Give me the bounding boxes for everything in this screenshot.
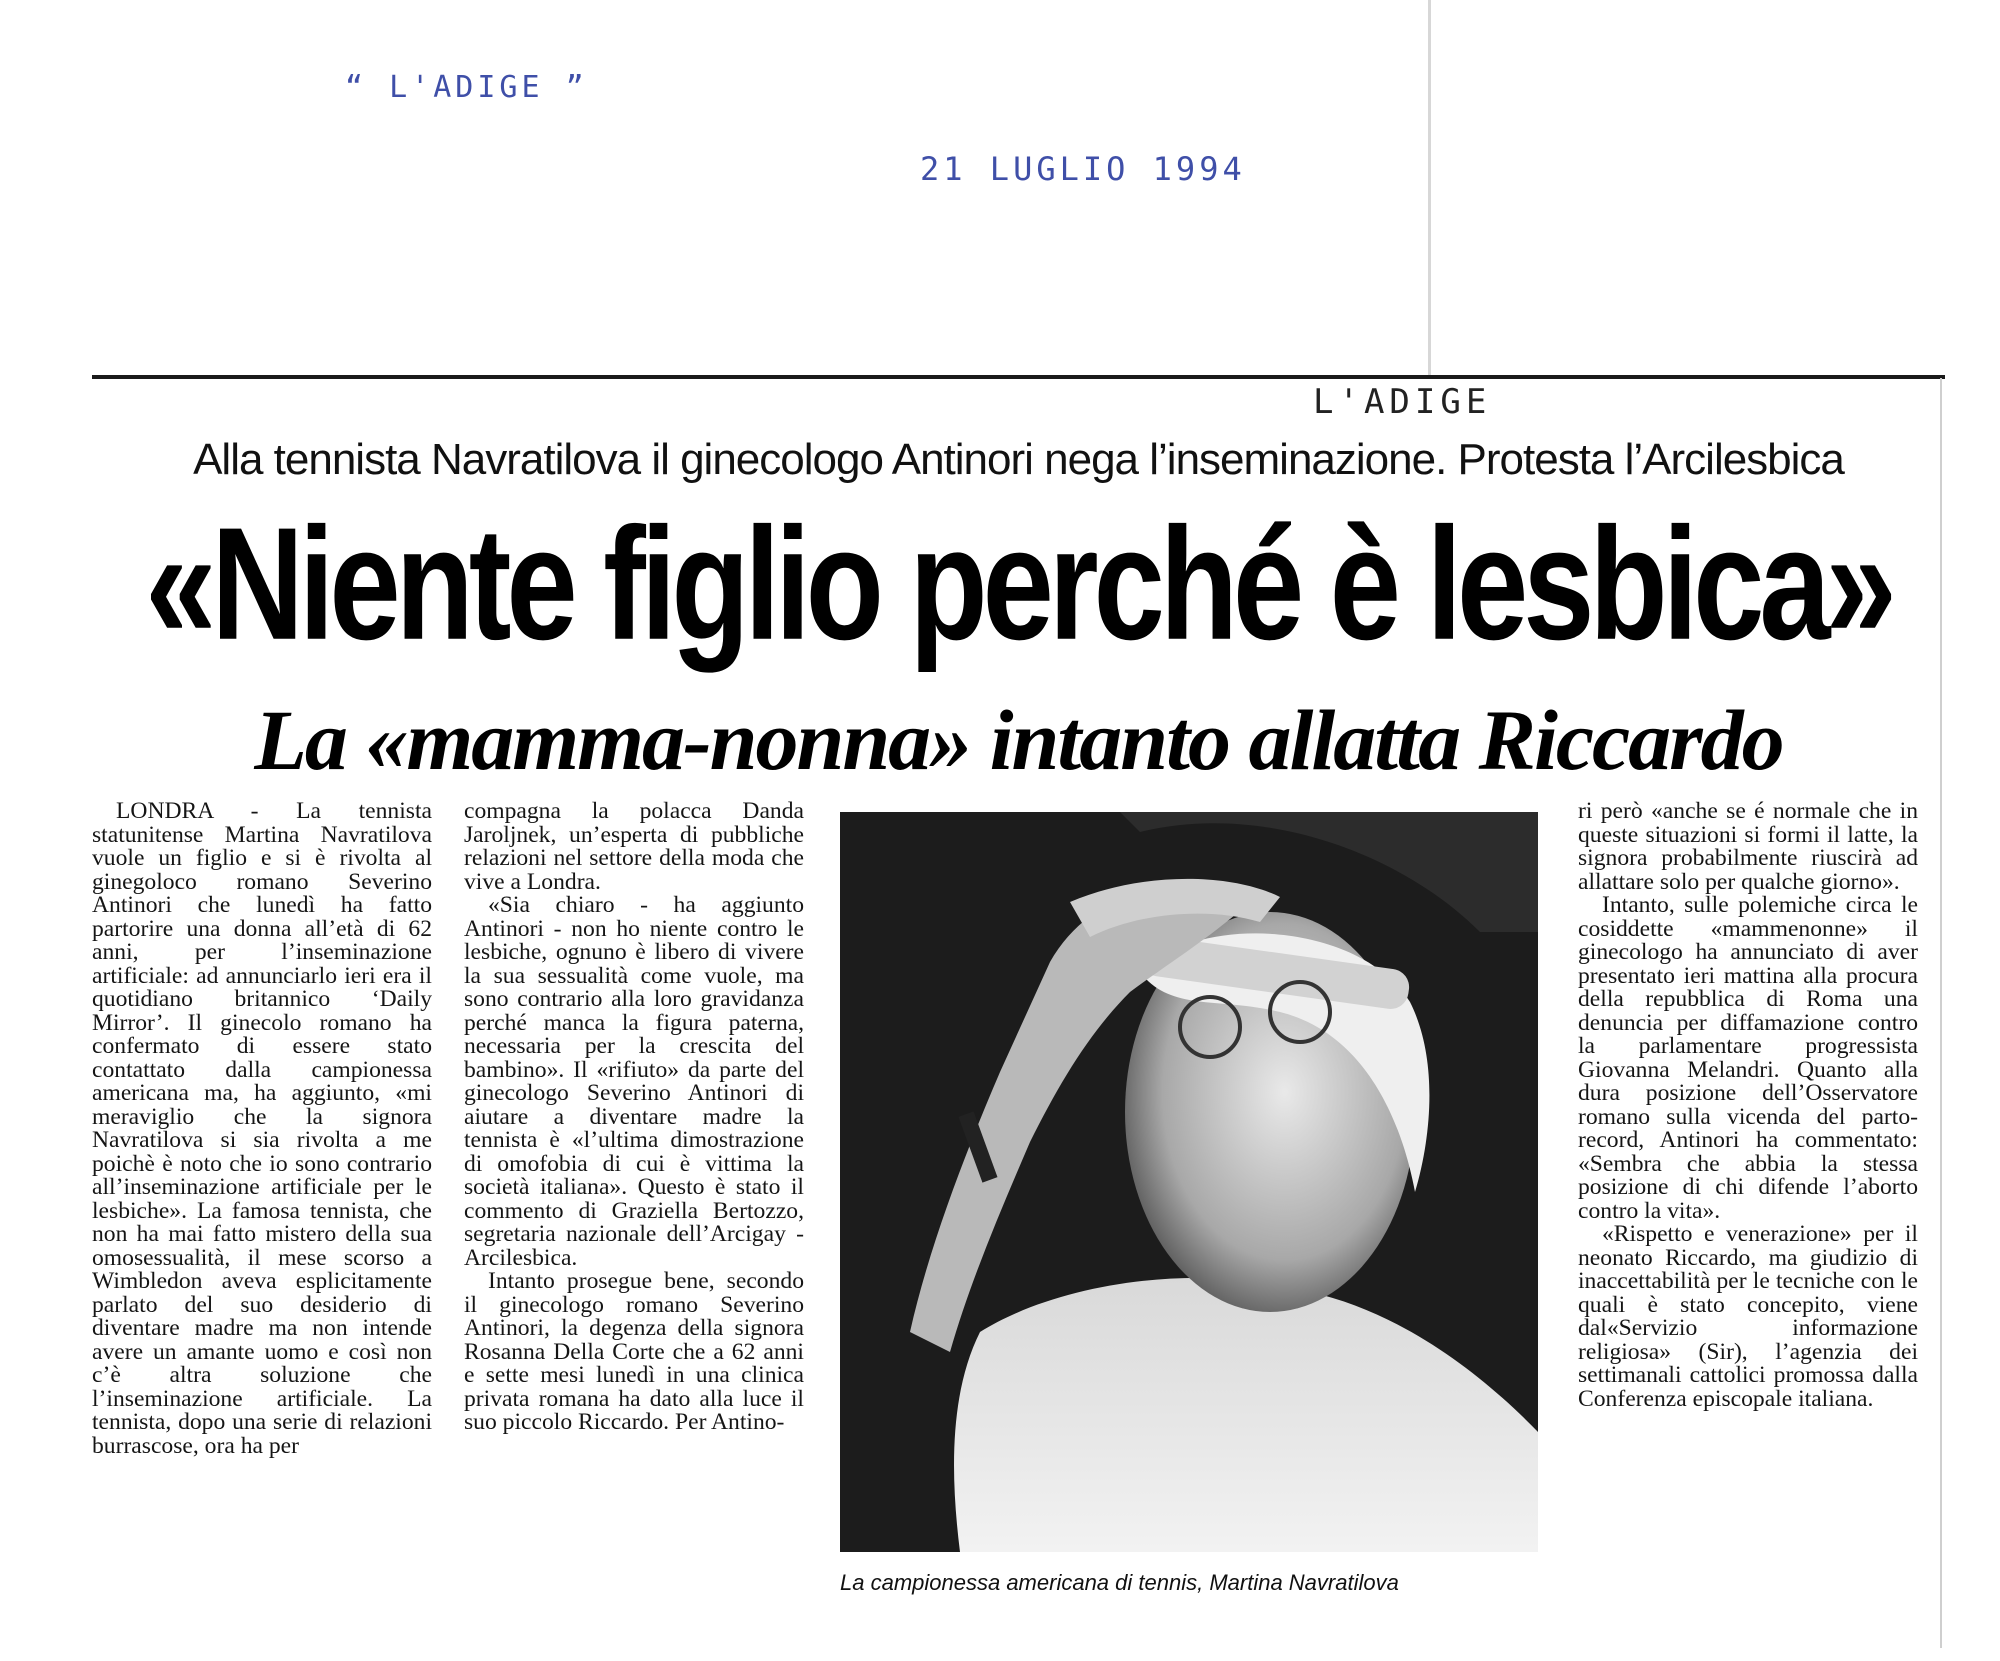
column-2-paragraph-2: «Sia chiaro - ha aggiunto Antinori - non ho niente contro le lesbiche, ognuno è libero di vivere la sua sessualità come vuole, ma sono contrario alla loro gravidanza perché manca la figura paterna, necessaria per la crescita del bambino». Il «rifiuto» da parte del ginecologo Severino Antinori di aiutare a diventare madre la tennista è «l’ultima dimostrazione di omofobia di cui è vittima la società italiana». Questo è stato il commento di Graziella Bertozzo, segretaria nazionale dell’Arcigay - Arcilesbica. (464, 892, 804, 1271)
scan-fold-line (1428, 0, 1431, 375)
article-column-1 (92, 800, 432, 1458)
article-subhead: La «mamma-nonna» intanto allatta Riccardo (254, 692, 1783, 788)
column-4-paragraph-3: «Rispetto e venerazione» per il neonato Riccardo, ma giudizio di inaccettabilità per le tecniche con le quali è stato concepito, viene dal«Servizio informazione religiosa» (Sir), l’agenzia dei settimanali cattolici promossa dalla Conferenza episcopale italiana. (1578, 1221, 1918, 1412)
article-column-2 (464, 800, 804, 1435)
column-4-paragraph-2: Intanto, sulle polemiche circa le cosiddette «mammenonne» il ginecologo ha annunciato di aver presentato ieri mattina alla procura della repubblica di Roma una denuncia per diffamazione contro la parlamentare progressista Giovanna Melandri. Quanto alla dura posizione dell’Osservatore romano sulla vicenda del parto-record, Antinori ha commentato: «Sembra che abbia la stessa posizione di chi difende l’aborto contro la vita». (1578, 892, 1918, 1224)
handwritten-source-note: “ L'ADIGE ” (345, 70, 588, 105)
column-2-paragraph-3: Intanto prosegue bene, secondo il ginecologo romano Severino Antinori, la degenza della signora Rosanna Della Corte che a 62 anni e sette mesi lunedì in una clinica privata romana ha dato alla luce il suo piccolo Riccardo. Per Antino- (464, 1268, 804, 1435)
column-4-paragraph-1: ri però «anche se é normale che in queste situazioni si formi il latte, la signora probabilmente riuscirà ad allattare solo per qualche giorno». (1578, 798, 1918, 895)
article-headline: «Niente figlio perché è lesbica» (145, 495, 1892, 674)
photo-caption: La campionessa americana di tennis, Martina Navratilova (840, 1570, 1399, 1595)
column-1-paragraph: LONDRA - La tennista statunitense Martina Navratilova vuole un figlio e si è rivolta al ginegoloco romano Severino Antinori che lunedì ha fatto partorire una donna all’età di 62 anni, per l’inseminazione artificiale: ad annunciarlo ieri era il quotidiano britannico ‘Daily Mirror’. Il ginecolo romano ha confermato di essere stato contattato dalla campionessa americana ma, ha aggiunto, «mi meraviglio che la signora Navratilova si sia rivolta a me poichè è noto che io sono contrario all’inseminazione artificiale per le lesbiche». La famosa tennista, che non ha mai fatto mistero della sua omosessualità, il mese scorso a Wimbledon aveva esplicitamente parlato del suo desiderio di diventare madre ma non intende avere un amante uomo e così non c’è altra soluzione che l’inseminazione artificiale. La tennista, dopo una serie di relazioni burrascose, ora ha per (92, 798, 432, 1459)
article-kicker: Alla tennista Navratilova il ginecologo Antinori nega l’inseminazione. Protesta l’Arcilesbica (193, 435, 1844, 484)
column-2-paragraph-1: compagna la polacca Danda Jaroljnek, un’esperta di pubbliche relazioni nel settore della moda che vive a Londra. (464, 798, 804, 895)
clipping-top-rule (92, 375, 1945, 379)
handwritten-date-note: 21 LUGLIO 1994 (920, 150, 1246, 188)
article-column-4 (1578, 800, 1918, 1411)
photo-illustration (840, 812, 1538, 1552)
handwritten-clip-note: L'ADIGE (1313, 382, 1492, 422)
article-photo (840, 812, 1538, 1552)
